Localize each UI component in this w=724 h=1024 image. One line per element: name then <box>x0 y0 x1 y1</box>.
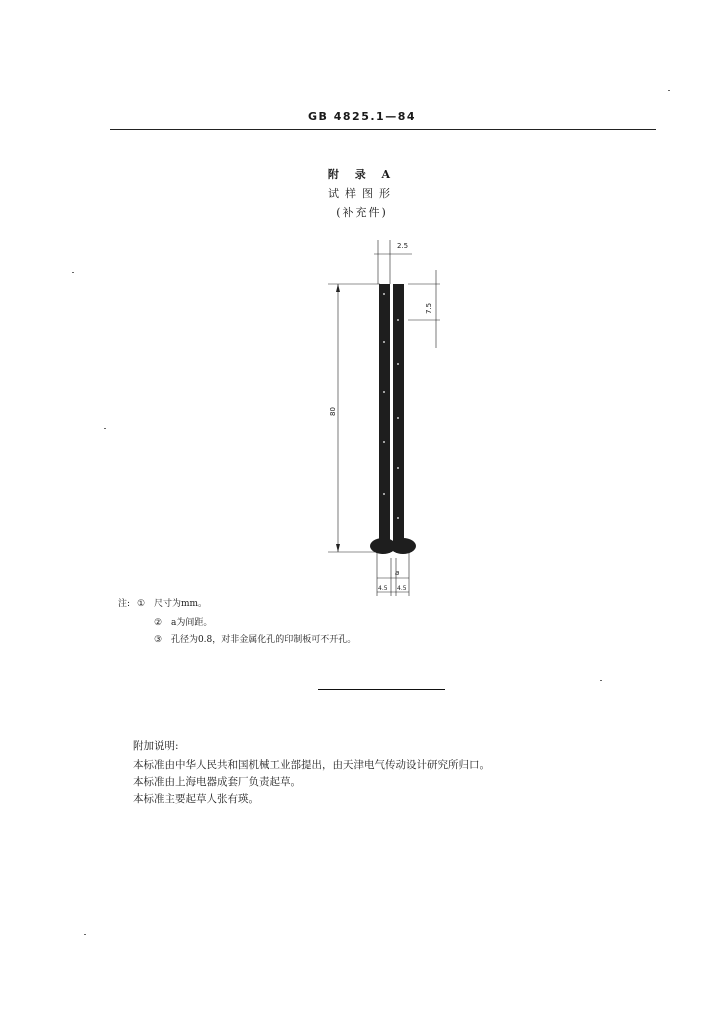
note-text: 孔径为0.8，对非金属化孔的印制板可不开孔。 <box>170 635 357 645</box>
specimen-figure <box>320 232 450 604</box>
appendix-label: 附 录 A <box>327 168 397 181</box>
dim-left-height: 80 <box>329 407 337 416</box>
additional-info-title: 附加说明: <box>133 740 179 752</box>
scan-speck <box>104 428 106 429</box>
note-text: 尺寸为mm。 <box>153 599 208 609</box>
note-item <box>154 632 356 645</box>
scan-speck <box>668 90 670 91</box>
note-item <box>154 615 212 628</box>
dim-gap: a <box>395 569 400 577</box>
conductor-strip-left <box>379 284 390 542</box>
appendix-subtitle: (补充件) <box>336 206 388 219</box>
pad-right <box>390 538 416 554</box>
note-marker: ② <box>154 618 163 628</box>
dim-top-width: 2.5 <box>397 242 409 250</box>
scan-speck <box>600 680 602 681</box>
conductor-strip-right <box>393 284 404 542</box>
dim-bottom-left: 4.5 <box>378 585 388 592</box>
notes-label: 注: <box>118 599 131 609</box>
scan-speck <box>84 934 86 935</box>
additional-info-line: 本标准由上海电器成套厂负责起草。 <box>133 776 301 788</box>
standard-code-header: GB 4825.1—84 <box>308 110 416 123</box>
scan-speck <box>72 272 74 273</box>
note-text: a为间距。 <box>170 618 213 628</box>
note-marker: ③ <box>154 635 163 645</box>
separator-rule <box>318 689 445 690</box>
additional-info-line: 本标准主要起草人张有瑛。 <box>133 793 259 805</box>
header-rule <box>110 129 656 130</box>
arrow-left-top <box>336 284 340 292</box>
dim-right: 7.5 <box>425 302 433 314</box>
additional-info-line: 本标准由中华人民共和国机械工业部提出，由天津电气传动设计研究所归口。 <box>133 759 490 771</box>
arrow-left-bottom <box>336 544 340 552</box>
note-item <box>137 596 207 609</box>
note-marker: ① <box>137 599 146 609</box>
dim-bottom-right: 4.5 <box>397 585 407 592</box>
appendix-title: 试样图形 <box>328 187 396 200</box>
